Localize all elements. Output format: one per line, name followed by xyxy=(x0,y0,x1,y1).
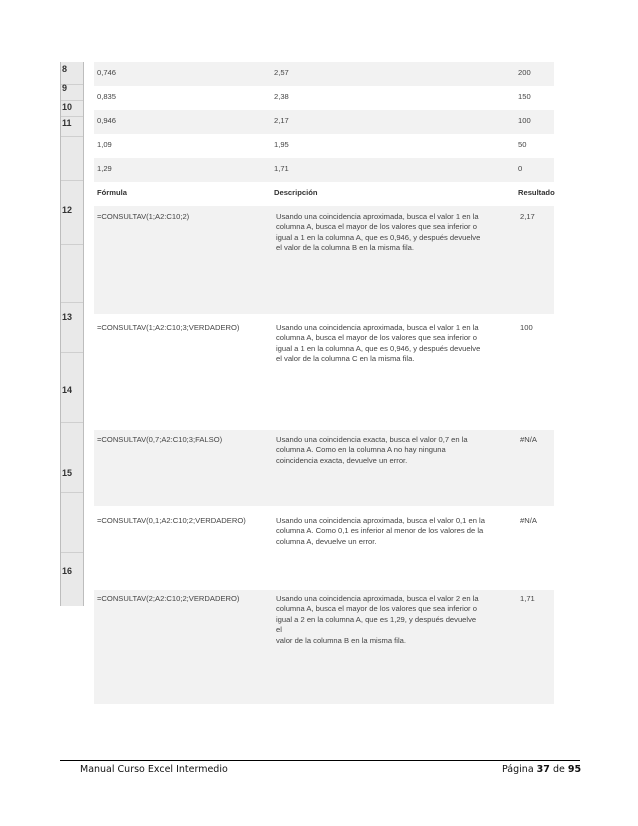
table-cell: 0,946 xyxy=(97,116,117,125)
page-number: 37 xyxy=(536,764,550,775)
table-cell: 100 xyxy=(518,116,531,125)
formula-cell: =CONSULTAV(2;A2:C10;2;VERDADERO) xyxy=(97,594,240,603)
description-line: coincidencia exacta, devuelve un error. xyxy=(276,455,408,465)
row-number: 12 xyxy=(62,205,73,215)
result-cell: 2,17 xyxy=(520,212,535,221)
table-cell: 0,746 xyxy=(97,68,117,77)
description-line: columna A, busca el mayor de los valores que sea inferior o xyxy=(276,222,477,232)
table-row-band xyxy=(94,110,554,134)
table-cell: 1,71 xyxy=(274,164,289,173)
table-cell: 150 xyxy=(518,92,531,101)
description-line: Usando una coincidencia aproximada, busca el valor 2 en la xyxy=(276,594,479,603)
table-cell: 2,38 xyxy=(274,92,289,101)
result-cell: 1,71 xyxy=(520,594,535,603)
row-number: 11 xyxy=(62,118,72,128)
description-line: el valor de la columna C en la misma fila. xyxy=(276,354,415,364)
row-header-strip xyxy=(60,62,84,606)
result-cell: 100 xyxy=(520,323,533,332)
table-cell: 0 xyxy=(518,164,523,173)
result-header: Resultado xyxy=(518,188,555,197)
description-line: columna A, devuelve un error. xyxy=(276,536,377,546)
footer-title: Manual Curso Excel Intermedio xyxy=(80,764,228,775)
description-line: igual a 2 en la columna A, que es 1,29, y después devuelve xyxy=(276,614,477,624)
formula-cell: =CONSULTAV(0,7;A2:C10;3;FALSO) xyxy=(97,435,223,444)
table-cell: 1,95 xyxy=(274,140,289,149)
description-line: columna A, busca el mayor de los valores que sea inferior o xyxy=(276,604,477,614)
description-cell xyxy=(276,435,468,466)
description-line: igual a 1 en la columna A, que es 0,946, y después devuelve xyxy=(276,343,481,353)
row-number: 10 xyxy=(62,102,73,112)
description-line: el valor de la columna B en la misma fila. xyxy=(276,243,415,253)
description-header: Descripción xyxy=(274,188,318,197)
table-cell: 200 xyxy=(518,68,531,77)
description-cell xyxy=(276,594,479,646)
formula-cell: =CONSULTAV(1;A2:C10;3;VERDADERO) xyxy=(97,323,240,332)
table-cell: 50 xyxy=(518,140,527,149)
description-line: el xyxy=(276,625,282,635)
table-cell: 2,57 xyxy=(274,68,289,77)
row-number: 13 xyxy=(62,312,73,322)
table-cell: 1,09 xyxy=(97,140,112,149)
page-label: Página xyxy=(502,764,534,775)
row-number: 15 xyxy=(62,468,73,478)
description-line: columna A. Como 0,1 es inferior al menor de los valores de la xyxy=(276,526,484,536)
table-row-band xyxy=(94,62,554,86)
description-line: Usando una coincidencia aproximada, busca el valor 1 en la xyxy=(276,323,479,332)
description-line: columna A. Como en la columna A no hay ninguna xyxy=(276,445,446,455)
row-number: 16 xyxy=(62,566,73,576)
page-of: de xyxy=(552,764,565,775)
description-line: columna A, busca el mayor de los valores que sea inferior o xyxy=(276,333,477,343)
description-cell xyxy=(276,212,480,254)
table-cell: 1,29 xyxy=(97,164,112,173)
result-cell: #N/A xyxy=(520,516,537,525)
table-row-band xyxy=(94,158,554,182)
footer-divider xyxy=(60,760,580,761)
row-number: 14 xyxy=(62,385,73,395)
row-number: 8 xyxy=(62,64,68,74)
description-cell xyxy=(276,323,480,365)
description-line: igual a 1 en la columna A, que es 0,946, y después devuelve xyxy=(276,232,481,242)
description-cell xyxy=(276,516,485,547)
table-cell: 2,17 xyxy=(274,116,289,125)
row-number: 9 xyxy=(62,83,68,93)
formula-header: Fórmula xyxy=(97,188,127,197)
page-total: 95 xyxy=(567,764,582,775)
description-line: valor de la columna B en la misma fila. xyxy=(276,635,406,645)
formula-cell: =CONSULTAV(1;A2:C10;2) xyxy=(97,212,190,221)
description-line: Usando una coincidencia aproximada, busca el valor 1 en la xyxy=(276,212,479,221)
table-cell: 0,835 xyxy=(97,92,117,101)
description-line: Usando una coincidencia exacta, busca el valor 0,7 en la xyxy=(276,435,468,444)
page-indicator xyxy=(502,764,581,775)
result-cell: #N/A xyxy=(520,435,537,444)
formula-cell: =CONSULTAV(0,1;A2:C10;2;VERDADERO) xyxy=(97,516,246,525)
description-line: Usando una coincidencia aproximada, busca el valor 0,1 en la xyxy=(276,516,485,525)
